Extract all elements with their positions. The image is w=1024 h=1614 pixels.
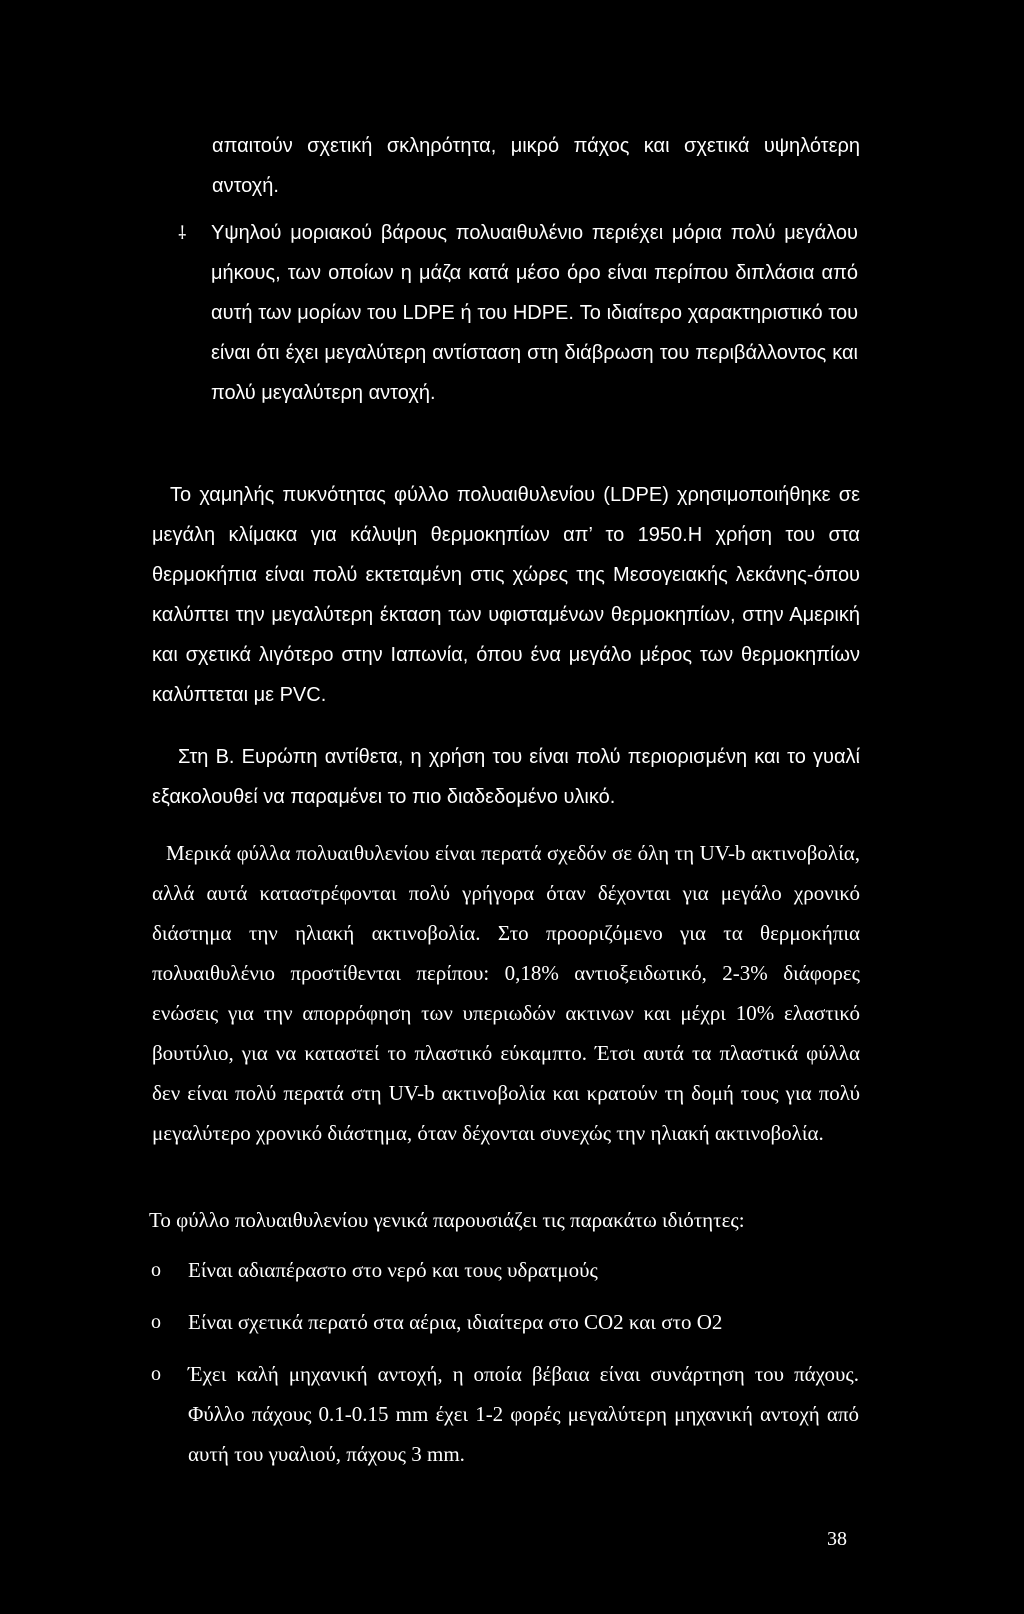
paragraph-europe: Στη Β. Ευρώπη αντίθετα, η χρήση του είναι πολύ περιορισμένη και το γυαλί εξακολουθεί να παραμένει το πιο διαδεδομένο υλικό. [152, 746, 860, 808]
paragraph-ldpe-history: Το χαμηλής πυκνότητας φύλλο πολυαιθυλενίου (LDPE) χρησιμοποιήθηκε σε μεγάλη κλίμακα για κάλυψη θερμοκηπίων απ’ το 1950.Η χρήση του στα θερμοκήπια είναι πολύ εκτεταμένη στις χώρες της Μεσογειακής λεκάνης-όπου καλύπτει την μεγαλύτερη έκταση των υφισταμένων θερμοκηπίων, στην Αμερική και σχετικά λιγότερο στην Ιαπωνία, όπου ένα μεγάλο μέρος των θερμοκηπίων καλύπτεται με PVC. [152, 484, 860, 706]
list-item-text: Είναι σχετικά περατό στα αέρια, ιδιαίτερα στο CO2 και στο O2 [188, 1310, 723, 1334]
paragraph-uv: Μερικά φύλλα πολυαιθυλενίου είναι περατά σχεδόν σε όλη τη UV-b ακτινοβολία, αλλά αυτά καταστρέφονται πολύ γρήγορα όταν δέχονται για μεγάλο χρονικό διάστημα την ηλιακή ακτινοβολία. Στο προοριζόμενο για τα θερμοκήπια πολυαιθυλένιο προστίθενται περίπου: 0,18% αντιοξειδωτικό, 2-3% διάφορες ενώσεις για την απορρόφηση των υπεριωδών ακτινων και μέχρι 10% ελαστικό βουτύλιο, για να καταστεί το πλαστικό εύκαμπτο. Έτσι αυτά τα πλαστικά φύλλα δεν είναι πολύ περατά στη UV-b ακτινοβολία και κρατούν τη δομή τους για πολύ μεγαλύτερο χρονικό διάστημα, όταν δέχονται συνεχώς την ηλιακή ακτινοβολία. [152, 841, 860, 1145]
paragraph-properties-intro: Το φύλλο πολυαιθυλενίου γενικά παρουσιάζει τις παρακάτω ιδιότητες: [149, 1208, 745, 1232]
list-marker-icon: o [151, 1311, 161, 1333]
bullet-marker-icon: ⸸ [178, 223, 187, 243]
list-item [151, 1250, 859, 1290]
bullet-text: Υψηλού μοριακού βάρους πολυαιθυλένιο περιέχει μόρια πολύ μεγάλου μήκους, των οποίων η μάζα κατά μέσο όρο είναι περίπου διπλάσια από αυτή των μορίων του LDPE ή του HDPE. Το ιδιαίτερο χαρακτηριστικό του είναι ότι έχει μεγαλύτερη αντίσταση στη διάβρωση του περιβάλλοντος και πολύ μεγαλύτερη αντοχή. [211, 222, 858, 404]
paragraph-continuation: απαιτούν σχετική σκληρότητα, μικρό πάχος και σχετικά υψηλότερη αντοχή. [212, 135, 860, 197]
bullet-item [178, 213, 858, 413]
list-item [151, 1302, 859, 1342]
list-item-text: Έχει καλή μηχανική αντοχή, η οποία βέβαια είναι συνάρτηση του πάχους. Φύλλο πάχους 0.1-0.15 mm έχει 1-2 φορές μεγαλύτερη μηχανική αντοχή από αυτή του γυαλιού, πάχους 3 mm. [188, 1362, 859, 1466]
list-item [151, 1354, 859, 1474]
list-marker-icon: o [151, 1363, 161, 1385]
list-marker-icon: o [151, 1259, 161, 1281]
page-number: 38 [827, 1528, 847, 1550]
list-item-text: Είναι αδιαπέραστο στο νερό και τους υδρατμούς [188, 1258, 598, 1282]
